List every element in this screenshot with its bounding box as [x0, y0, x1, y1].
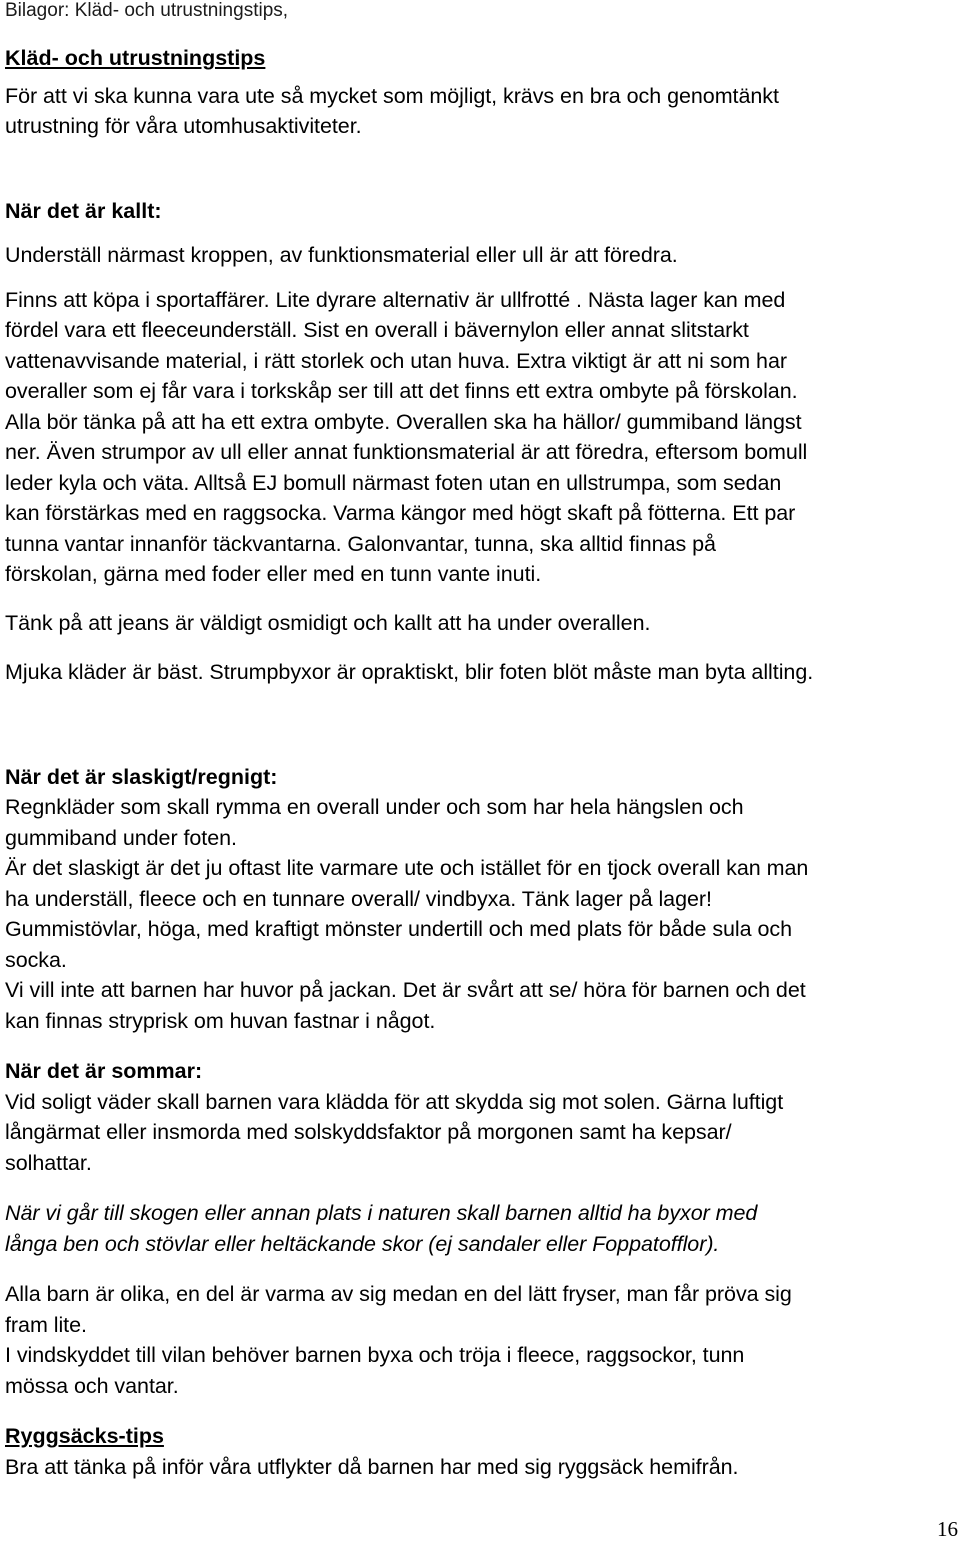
cold-line: förskolan, gärna med foder eller med en tunn vante inuti. — [5, 562, 542, 586]
backpack-line: Bra att tänka på inför våra utflykter då barnen har med sig ryggsäck hemifrån. — [5, 1454, 739, 1479]
forest-line: När vi går till skogen eller annan plats i naturen skall barnen alltid ha byxor med — [5, 1201, 758, 1225]
cold-line: Underställ närmast kroppen, av funktionsmaterial eller ull är att föredra. — [5, 243, 678, 267]
rain-line: Gummistövlar, höga, med kraftigt mönster undertill och med plats för både sula och — [5, 917, 793, 941]
cold-line: Alla bör tänka på att ha ett extra ombyte. Overallen ska ha hällor/ gummiband längst — [5, 409, 802, 434]
rain-paragraph — [5, 792, 960, 1036]
rain-line: ha underställ, fleece och en tunnare overall/ vindbyxa. Tänk lager på lager! — [5, 886, 712, 911]
rain-line: Vi vill inte att barnen har huvor på jackan. Det är svårt att se/ höra för barnen och det — [5, 978, 806, 1002]
children-line: Alla barn är olika, en del är varma av sig medan en del lätt fryser, man får pröva sig — [5, 1282, 792, 1306]
cold-line: Finns att köpa i sportaffärer. Lite dyrare alternativ är ullfrotté . Nästa lager kan med — [5, 287, 786, 312]
summer-paragraph — [5, 1087, 960, 1179]
children-line: fram lite. — [5, 1312, 87, 1337]
intro-paragraph — [5, 81, 960, 142]
rain-heading: När det är slaskigt/regnigt: — [5, 764, 278, 789]
intro-line: För att vi ska kunna vara ute så mycket som möjligt, krävs en bra och genomtänkt — [5, 83, 779, 108]
intro-line: utrustning för våra utomhusaktiviteter. — [5, 114, 362, 138]
cold-heading: När det är kallt: — [5, 198, 162, 223]
document-page — [5, 0, 960, 1482]
cold-line: overaller som ej får vara i torkskåp ser till att det finns ett extra ombyte på förskolan. — [5, 379, 798, 403]
document-title: Kläd- och utrustningstips — [5, 46, 266, 70]
cold-line: tunna vantar innanför täckvantarna. Galonvantar, tunna, ska alltid finnas på — [5, 531, 716, 556]
cold-line: leder kyla och väta. Alltså EJ bomull närmast foten utan en ullstrumpa, som sedan — [5, 470, 782, 495]
summer-line: långärmat eller insmorda med solskyddsfaktor på morgonen samt ha kepsar/ — [5, 1120, 732, 1144]
rain-line: Regnkläder som skall rymma en overall under och som har hela hängslen och — [5, 795, 744, 819]
rain-line: gummiband under foten. — [5, 825, 237, 850]
jeans-note: Tänk på att jeans är väldigt osmidigt och kallt att ha under overallen. — [5, 610, 651, 635]
forest-note — [5, 1198, 960, 1259]
forest-line: långa ben och stövlar eller heltäckande skor (ej sandaler eller Foppatofflor). — [5, 1231, 720, 1256]
cold-line: fördel vara ett fleeceunderställ. Sist en overall i bävernylon eller annat slitstarkt — [5, 318, 749, 342]
rain-line: Är det slaskigt är det ju oftast lite varmare ute och istället för en tjock overall kan man — [5, 856, 809, 880]
summer-heading: När det är sommar: — [5, 1059, 203, 1083]
cold-line: ner. Även strumpor av ull eller annat funktionsmaterial är att föredra, eftersom bomull — [5, 440, 808, 464]
children-note — [5, 1279, 960, 1401]
cold-line: kan förstärkas med en raggsocka. Varma kängor med högt skaft på fötterna. Ett par — [5, 501, 796, 525]
summer-line: solhattar. — [5, 1150, 92, 1175]
children-line: mössa och vantar. — [5, 1373, 179, 1398]
rain-line: kan finnas stryprisk om huvan fastnar i något. — [5, 1008, 436, 1033]
backpack-heading: Ryggsäcks-tips — [5, 1424, 164, 1448]
cold-line: vattenavvisande material, i rätt storlek och utan huva. Extra viktigt är att ni som har — [5, 348, 787, 373]
cold-paragraph — [5, 285, 960, 590]
running-header: Bilagor: Kläd- och utrustningstips, — [5, 0, 289, 21]
page-number: 16 — [937, 1517, 958, 1541]
rain-line: socka. — [5, 947, 67, 972]
children-line: I vindskyddet till vilan behöver barnen byxa och tröja i fleece, raggsockor, tunn — [5, 1343, 745, 1367]
soft-clothes-note: Mjuka kläder är bäst. Strumpbyxor är opraktiskt, blir foten blöt måste man byta allting. — [5, 660, 814, 684]
summer-line: Vid soligt väder skall barnen vara klädda för att skydda sig mot solen. Gärna luftigt — [5, 1089, 784, 1114]
